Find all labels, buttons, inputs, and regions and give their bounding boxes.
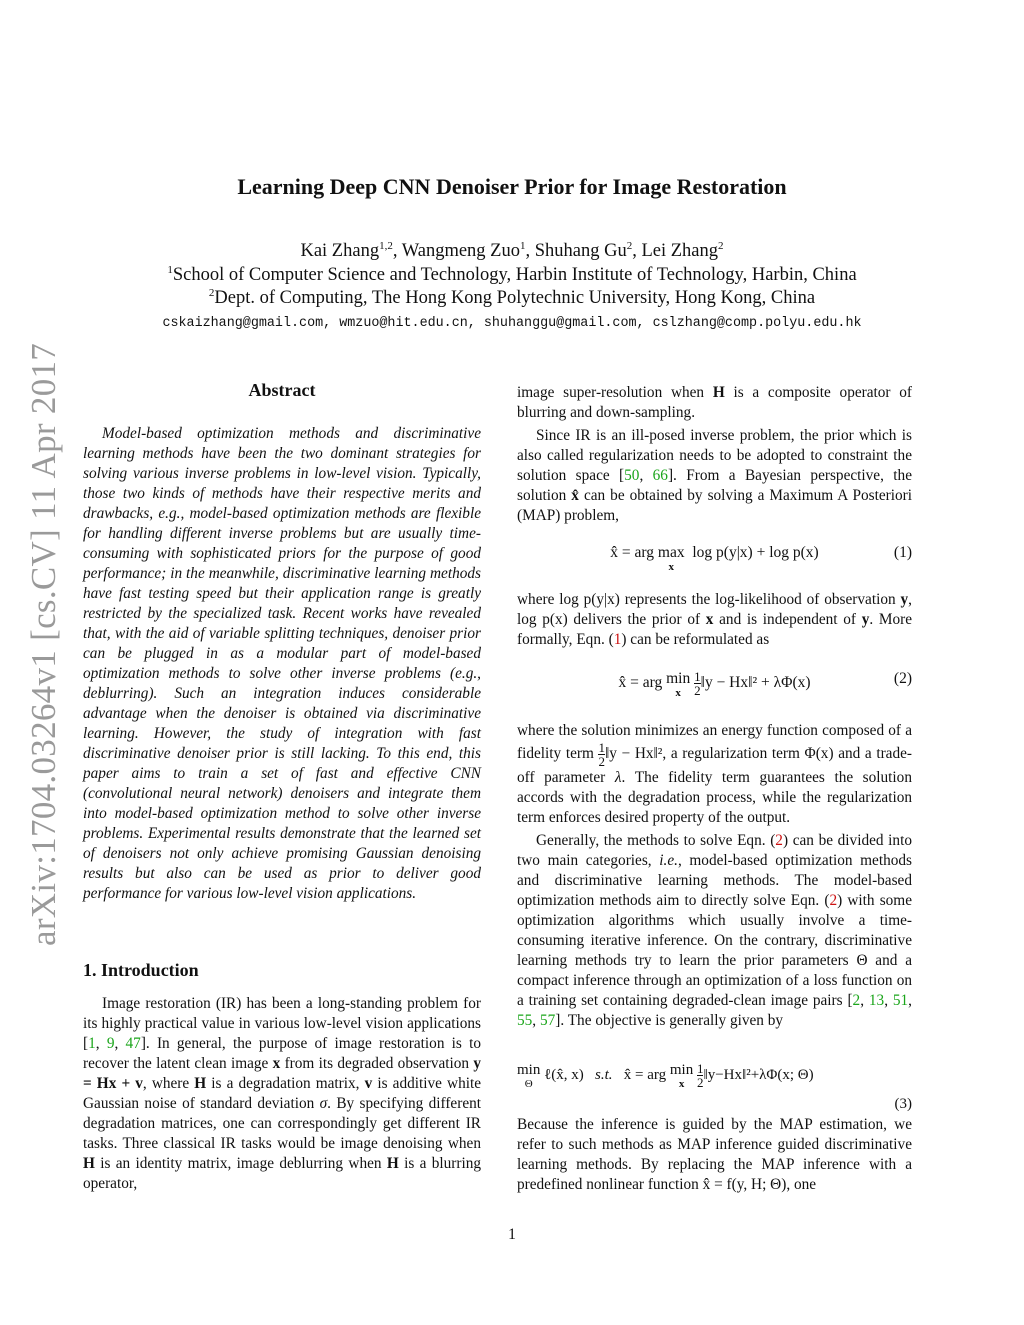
author-name: Wangmeng Zuo (401, 241, 520, 262)
intro-paragraph: Image restoration (IR) has been a long-standing problem for its highly practical value in various low-level vision applications [1, 9, 47]. In general, the purpose of image restoration is to recover the latent clean image x from its degraded observation y = Hx + v, where H is a degradation matrix, v is additive white Gaussian noise of standard deviation σ. By specifying different degradation matrices, one can correspondingly get different IR tasks. Three classical IR tasks would be image denoising when H is an identity matrix, image deblurring when H is a blurring operator, (83, 995, 482, 1192)
arxiv-stamp: arXiv:1704.03264v1 [cs.CV] 11 Apr 2017 (24, 342, 63, 946)
citation-link[interactable]: 66 (652, 467, 668, 484)
citation-link[interactable]: 9 (106, 1035, 115, 1052)
affiliation-1 (0, 264, 1024, 286)
author-name: Shuhang Gu (534, 241, 627, 262)
paragraph: Since IR is an ill-posed inverse problem, the prior which is also called regularization needs to be adopted to constraint the solution space [50, 66]. From a Bayesian perspective, the solution x̂ can be obtained by solving a Maximum A Posteriori (MAP) problem, (517, 427, 912, 524)
equation-number: (1) (893, 544, 912, 561)
equation-ref-link[interactable]: 2 (775, 832, 783, 849)
citation-link[interactable]: 1 (88, 1035, 96, 1052)
citation-link[interactable]: 57 (539, 1012, 556, 1029)
equation-2: x̂ = arg min x $\frac{1}{2}$ ‖y − Hx‖² + λΦ(x) (2) (618, 669, 912, 699)
citation-link[interactable]: 55 (517, 1012, 533, 1029)
affiliation-sup: 1 (167, 264, 173, 276)
affiliation-text: School of Computer Science and Technology, Harbin Institute of Technology, Harbin, China (172, 265, 857, 286)
paragraph: where log p(y|x) represents the log-likelihood of observation y, log p(x) delivers the prior of x and is independent of y. More formally, Eqn. (1) can be reformulated as (517, 591, 912, 648)
equation-number: (3) (894, 1096, 912, 1112)
equation-number: (2) (893, 670, 912, 687)
abstract-heading: Abstract (248, 380, 316, 400)
author-sup: 1,2 (379, 240, 393, 252)
author-sup: 1 (519, 240, 526, 252)
paragraph: Generally, the methods to solve Eqn. (2) can be divided into two main categories, i.e., model-based optimization methods and discriminative learning methods. The model-based optimization methods aim to directly solve Eqn. (2) with some optimization algorithms which usually involve a time-consuming iterative inference. On the contrary, discriminative learning methods try to learn the prior parameters Θ and a compact inference through an optimization of a loss function on a training set containing degraded-clean image pairs [2, 13, 51, 55, 57]. The objective is generally given by (517, 832, 912, 1029)
paragraph: where the solution minimizes an energy function composed of a fidelity term $\frac{1}{2}$ ‖y − Hx‖², a regularization term Φ(x) and a trade-off parameter λ. The fidelity term guarantees the solution accords with the degradation process, while the regularization term enforces desired property of the output. (517, 722, 913, 826)
author-sup: 2 (626, 240, 633, 252)
affiliation-sup: 2 (208, 287, 215, 299)
citation-link[interactable]: 50 (624, 467, 640, 484)
right-column-mid (517, 590, 912, 653)
equation-ref-link[interactable]: 2 (829, 892, 838, 909)
equation-3: min Θ ℓ(x̂, x) s.t. x̂ = arg min x $\frac{1}{2}$ ‖y−Hx‖²+λΦ(x; Θ) (3) (517, 1061, 912, 1112)
paragraph: image super-resolution when H is a composite operator of blurring and down-sampling. (517, 384, 912, 421)
author-emails: cskaizhang@gmail.com, wmzuo@hit.edu.cn, shuhanggu@gmail.com, cslzhang@comp.polyu.edu.hk (162, 316, 862, 331)
citation-link[interactable]: 13 (868, 992, 885, 1009)
author-list: Kai Zhang$^{1,2}$, Wangmeng Zuo$^1$, Shuhang Gu$^2$, Lei Zhang$^2$ (300, 240, 724, 262)
abstract-text: Model-based optimization methods and discriminative learning methods have been the two dominant strategies for solving various inverse problems in low-level vision. Typically, those two kinds of methods have their respective merits and drawbacks, e.g., model-based optimization methods are flexible for handling different inverse problems but are usually time-consuming with sophisticated priors for the purpose of good performance; in the meanwhile, discriminative learning methods have fast testing speed but their application range is greatly restricted by the specialized task. Recent works have revealed that, with the aid of variable splitting techniques, denoiser prior can be plugged in as a modular part of model-based optimization methods to solve other inverse problems (e.g., deblurring). Such an integration induces considerable advantage when the denoiser is obtained via discriminative learning. However, the study of integration with fast discriminative denoiser prior is still lacking. To this end, this paper aims to train a set of fast and effective CNN (convolutional neural network) denoisers and integrate them into model-based optimization method to solve other inverse problems. Experimental results demonstrate that the learned set of denoisers not only achieve promising Gaussian denoising results but also can be used as prior to deliver good performance for various low-level vision applications. (83, 425, 481, 902)
affiliation-2 (0, 287, 1024, 309)
citation-link[interactable]: 2 (852, 992, 861, 1009)
intro-heading: 1. Introduction (83, 960, 199, 980)
abstract-body (83, 424, 481, 907)
author-name: Kai Zhang (300, 241, 380, 262)
author-sup: 2 (718, 240, 724, 252)
paper-title: Learning Deep CNN Denoiser Prior for Image Restoration (237, 174, 787, 199)
right-column-lower (517, 721, 912, 1034)
citation-link[interactable]: 47 (125, 1035, 141, 1052)
right-column-bottom (517, 1115, 912, 1198)
right-column-top (517, 383, 912, 529)
affiliation-text: Dept. of Computing, The Hong Kong Polytechnic University, Hong Kong, China (214, 288, 816, 309)
equation-1: x̂ = arg max x log p(y|x) + log p(x) (1) (610, 544, 912, 573)
citation-link[interactable]: 51 (892, 992, 909, 1009)
equation-ref-link[interactable]: 1 (613, 631, 622, 648)
page-number: 1 (508, 1226, 516, 1243)
paragraph: Because the inference is guided by the MAP estimation, we refer to such methods as MAP inference guided discriminative learning methods. By replacing the MAP inference with a predefined nonlinear function x̂ = f(y, H; Θ), one (517, 1116, 912, 1193)
intro-body (83, 994, 481, 1197)
author-name: Lei Zhang (641, 241, 719, 262)
